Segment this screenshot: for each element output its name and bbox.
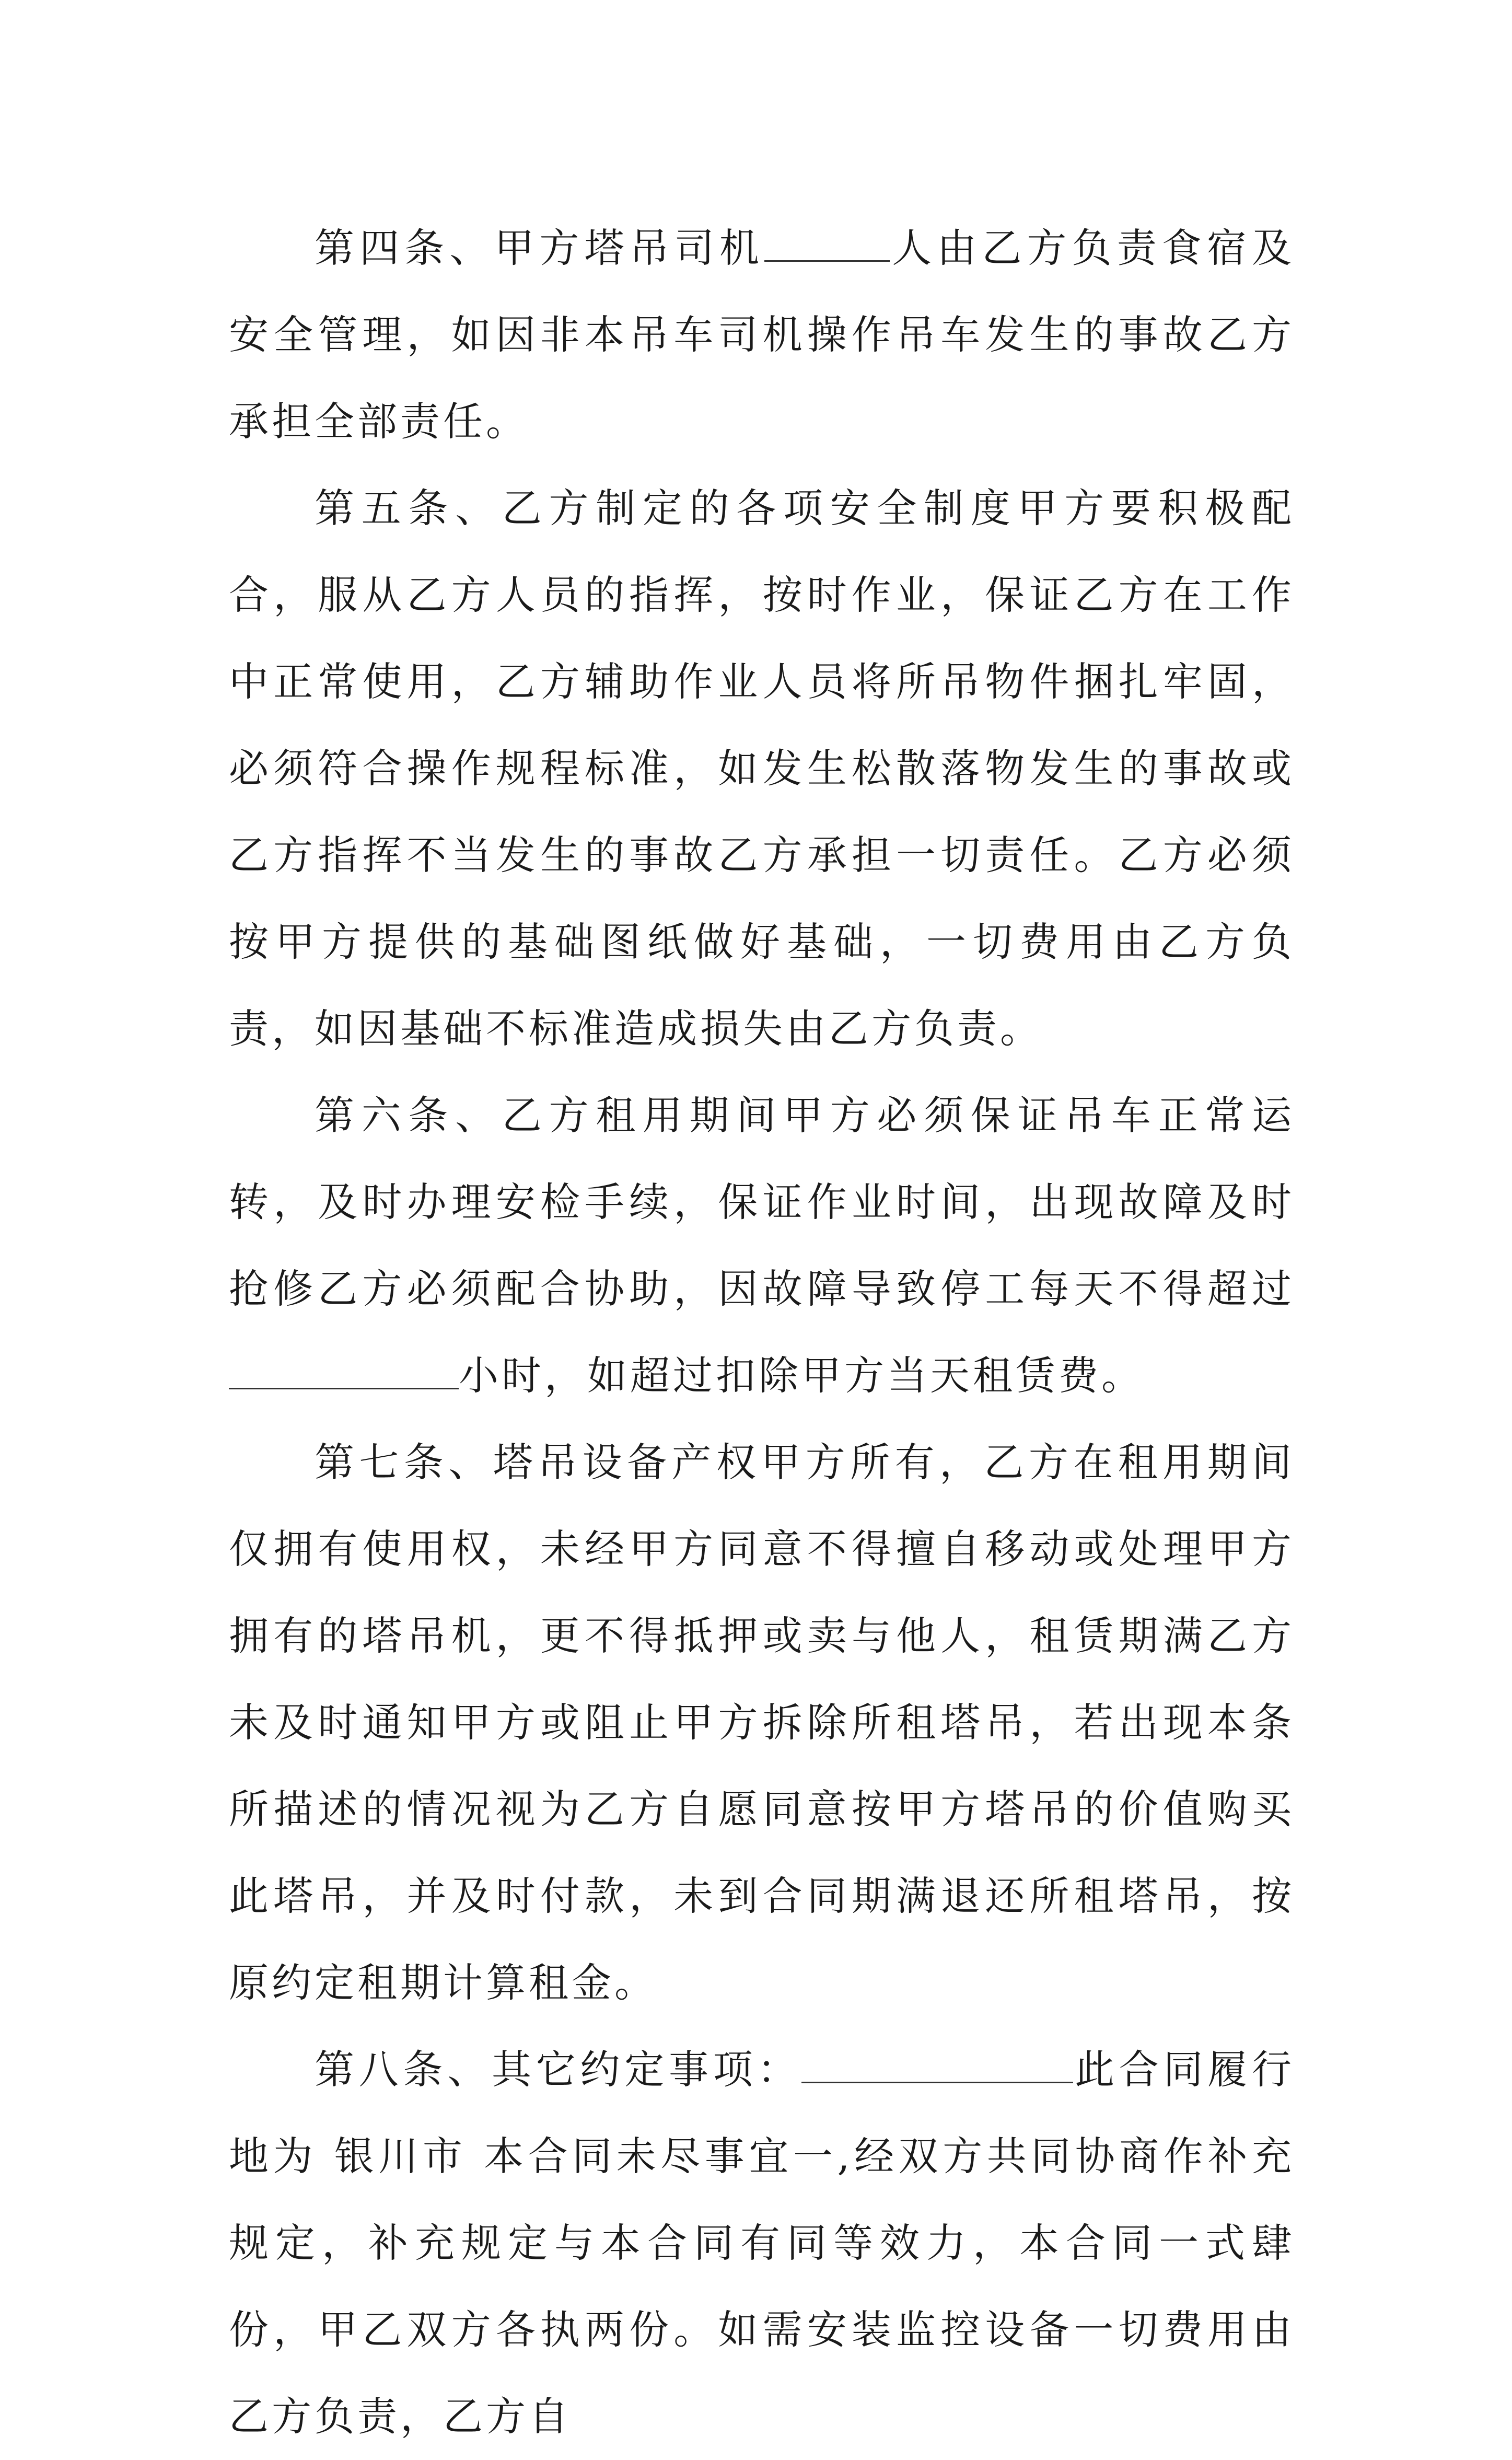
other-terms-blank: [801, 2044, 1073, 2083]
article-4-text-before: 第四条、甲方塔吊司机: [315, 225, 765, 271]
article-4-paragraph: [229, 205, 1295, 465]
document-body: [229, 205, 1295, 2460]
article-6-paragraph: [229, 1072, 1295, 1419]
article-5-text: 第五条、乙方制定的各项安全制度甲方要积极配合，服从乙方人员的指挥，按时作业，保证乙方在工作中正常使用，乙方辅助作业人员将所吊物件捆扎牢固，必须符合操作规程标准，如发生松散落物发生的事故或乙方指挥不当发生的事故乙方承担一切责任。乙方必须按甲方提供的基础图纸做好基础，一切费用由乙方负责，如因基础不标准造成损失由乙方负责。: [229, 485, 1295, 1052]
article-8-text-after: 此合同履行地为 银川市 本合同未尽事宜一,经双方共同协商作补充规定，补充规定与本合同有同等效力，本合同一式肆份，甲乙双方各执两份。如需安装监控设备一切费用由乙方负责，乙方自: [229, 2046, 1295, 2440]
article-6-text-before: 第六条、乙方租用期间甲方必须保证吊车正常运转，及时办理安检手续，保证作业时间，出现故障及时抢修乙方必须配合协助，因故障导致停工每天不得超过: [229, 1092, 1295, 1312]
article-7-text: 第七条、塔吊设备产权甲方所有，乙方在租用期间仅拥有使用权，未经甲方同意不得擅自移动或处理甲方拥有的塔吊机，更不得抵押或卖与他人，租赁期满乙方未及时通知甲方或阻止甲方拆除所租塔吊，若出现本条所描述的情况视为乙方自愿同意按甲方塔吊的价值购买此塔吊，并及时付款，未到合同期满退还所租塔吊，按原约定租期计算租金。: [229, 1439, 1295, 2006]
article-5-paragraph: [229, 465, 1295, 1072]
article-8-text-before: 第八条、其它约定事项：: [315, 2046, 802, 2093]
article-7-paragraph: [229, 1419, 1295, 2026]
driver-count-blank: [764, 223, 890, 262]
downtime-hours-blank: [229, 1350, 459, 1389]
article-4-text-after: 人由乙方负责食宿及安全管理，如因非本吊车司机操作吊车发生的事故乙方承担全部责任。: [229, 225, 1295, 445]
article-6-text-after: 小时，如超过扣除甲方当天租赁费。: [459, 1352, 1144, 1399]
article-8-paragraph: [229, 2026, 1295, 2460]
